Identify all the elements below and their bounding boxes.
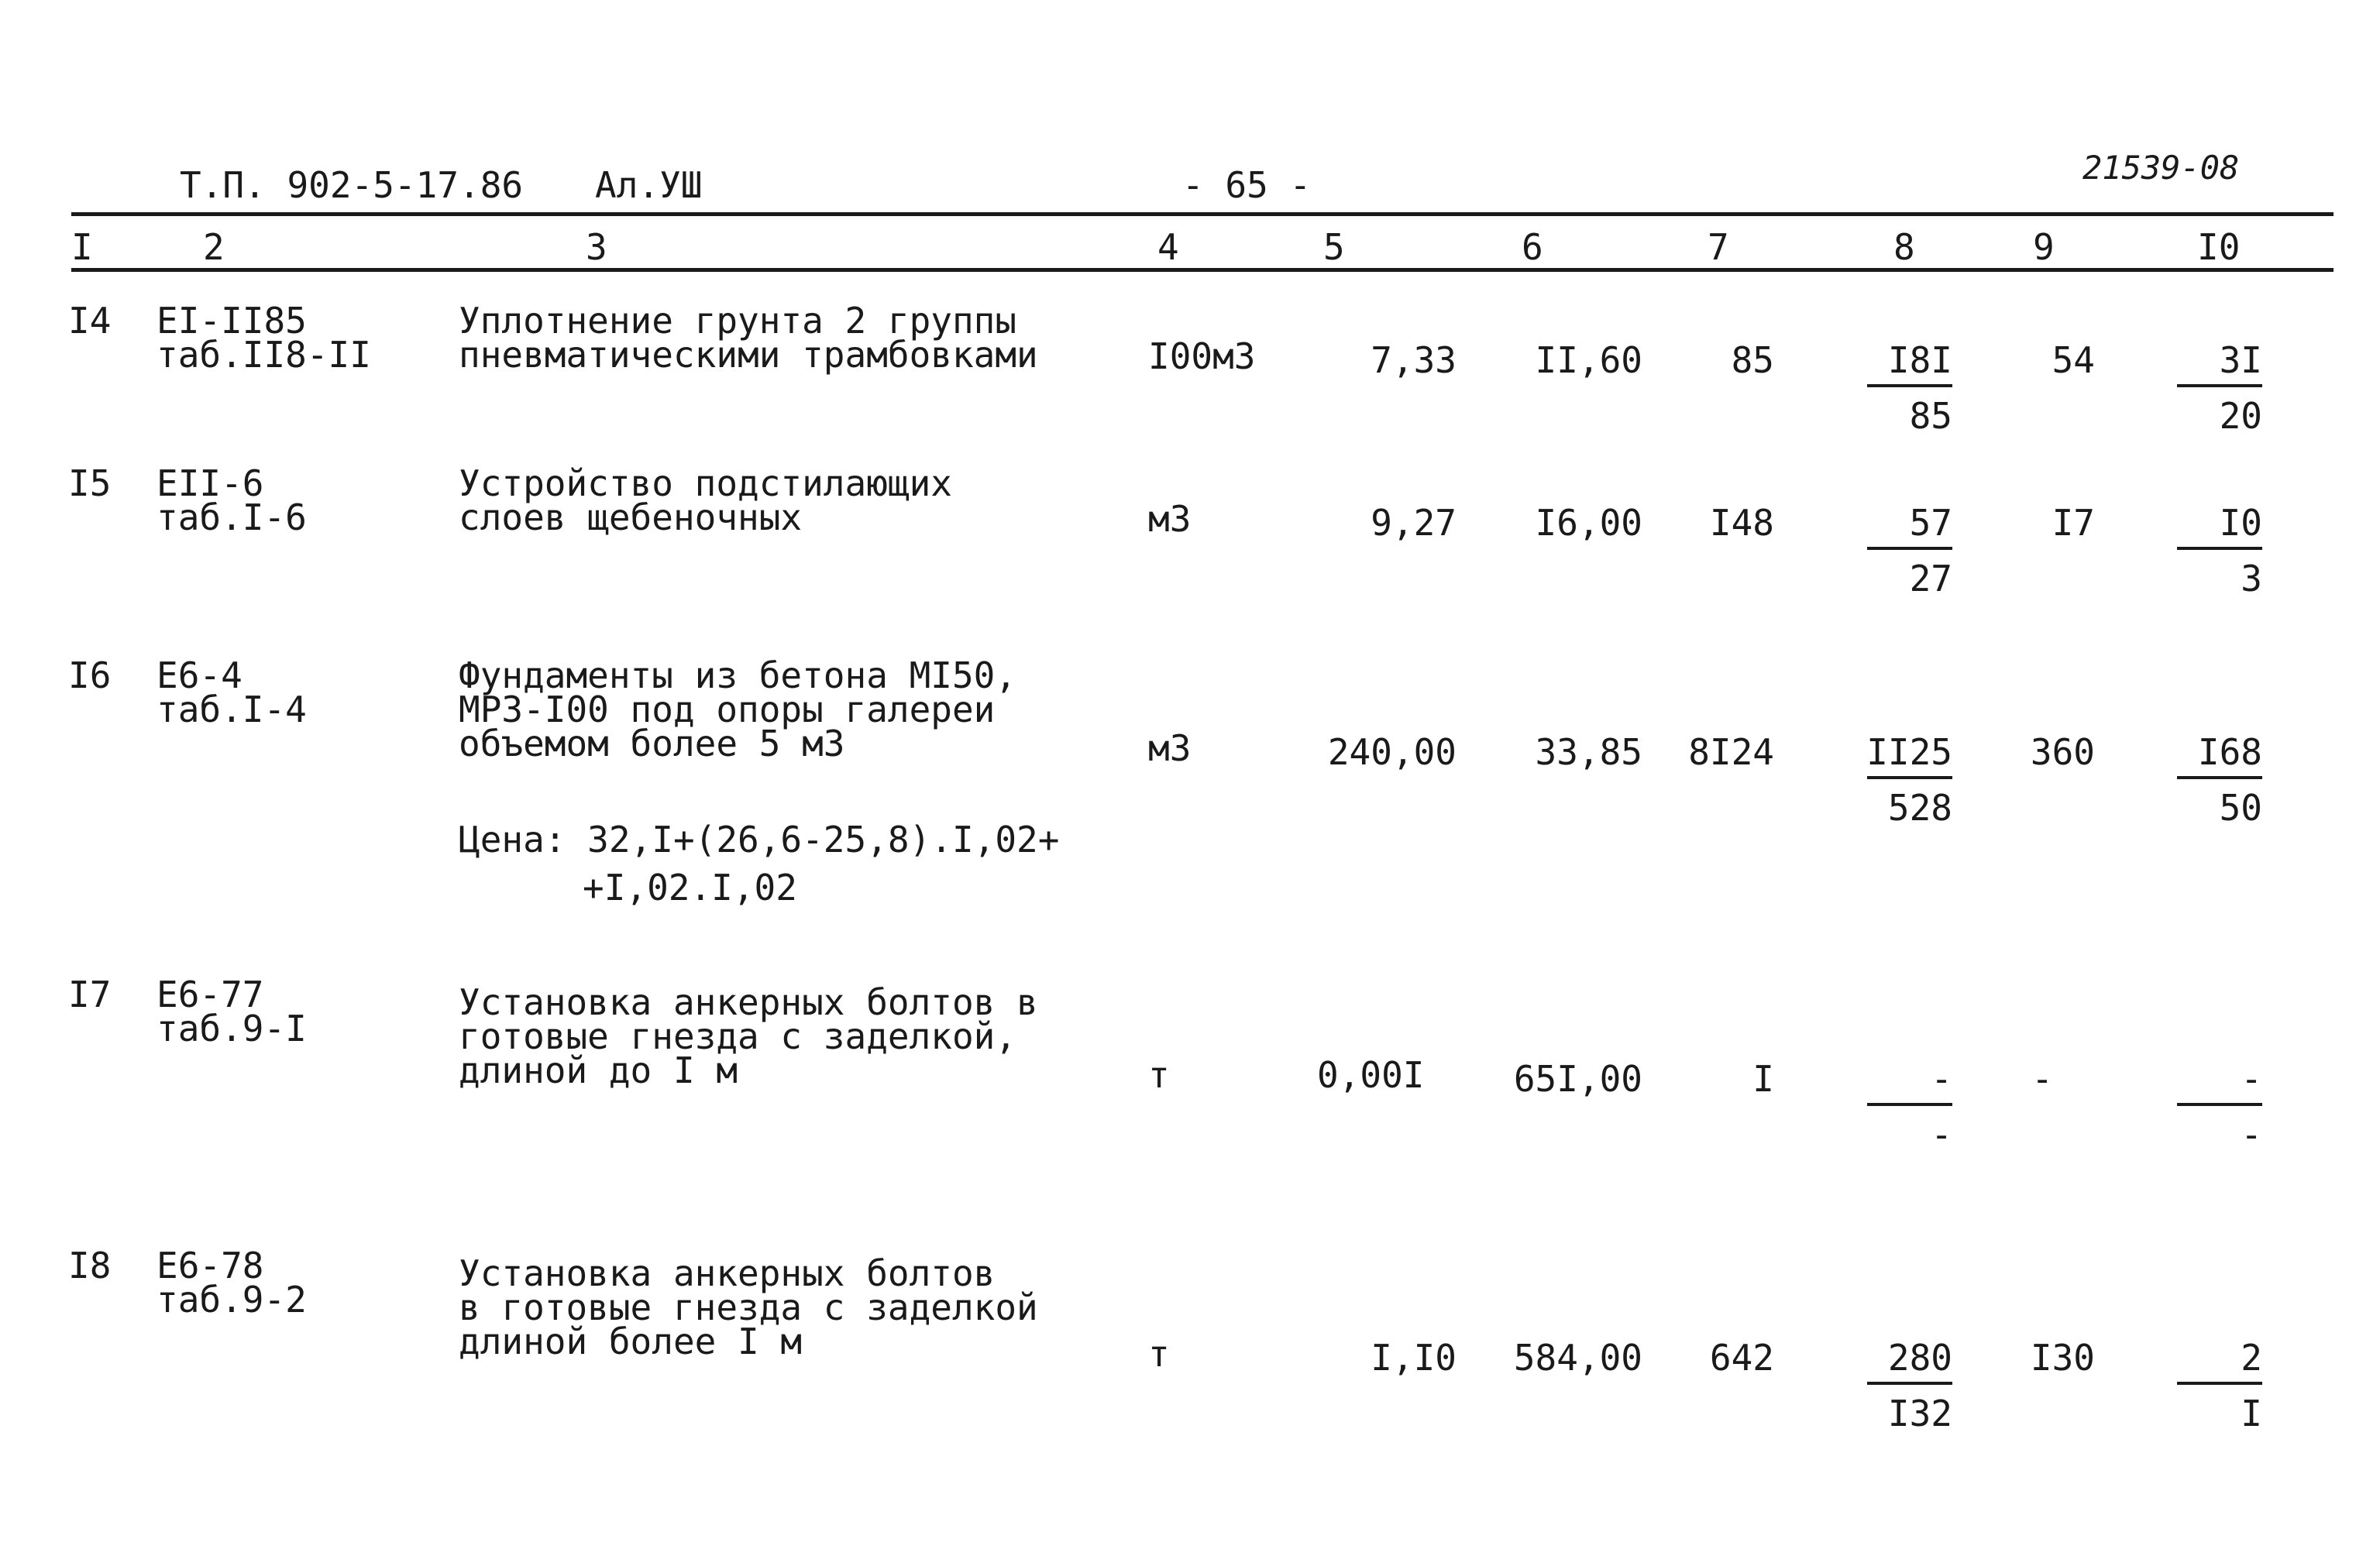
work-description: объемом более 5 м3 bbox=[459, 723, 845, 764]
norm-table: таб.I-6 bbox=[156, 496, 307, 538]
total-cost: 85 bbox=[1731, 339, 1774, 381]
col-header-6: 6 bbox=[1522, 226, 1543, 268]
col8-bottom: I32 bbox=[1887, 1393, 1952, 1434]
col10-top: 3I bbox=[2219, 339, 2262, 381]
col9-value: - bbox=[2031, 1058, 2053, 1100]
album-label: Ал.УШ bbox=[595, 164, 703, 206]
col8-top: 57 bbox=[1909, 502, 1952, 544]
work-description: слоев щебеночных bbox=[459, 496, 803, 538]
quantity: 0,00I bbox=[1317, 1054, 1425, 1096]
row-number: I7 bbox=[68, 974, 112, 1015]
col10-fraction bbox=[2154, 1337, 2262, 1434]
norm-code: E6-77 bbox=[156, 974, 264, 1015]
col9-value: 54 bbox=[2052, 339, 2095, 381]
quantity: I,I0 bbox=[1371, 1337, 1457, 1379]
col-header-9: 9 bbox=[2033, 226, 2055, 268]
col8-bottom: 528 bbox=[1887, 787, 1952, 829]
col10-top: 2 bbox=[2241, 1337, 2262, 1379]
col8-top: 280 bbox=[1887, 1337, 1952, 1379]
norm-code: E6-4 bbox=[156, 654, 242, 696]
quantity: 7,33 bbox=[1371, 339, 1457, 381]
document-reference: Т.П. 902-5-17.86 bbox=[180, 164, 524, 206]
col8-top: II25 bbox=[1866, 731, 1952, 773]
unit: м3 bbox=[1148, 498, 1192, 540]
col10-bottom: - bbox=[2241, 1114, 2262, 1156]
work-description: МРЗ-I00 под опоры галереи bbox=[459, 689, 996, 730]
col8-bottom: 85 bbox=[1909, 395, 1952, 437]
unit-price: 65I,00 bbox=[1513, 1058, 1642, 1100]
col10-top: - bbox=[2241, 1058, 2262, 1100]
total-cost: I48 bbox=[1709, 502, 1774, 544]
unit-price: 33,85 bbox=[1535, 731, 1642, 773]
work-description: пневматическими трамбовками bbox=[459, 334, 1038, 376]
unit: I00м3 bbox=[1148, 335, 1256, 377]
col10-bottom: 50 bbox=[2219, 787, 2262, 829]
total-cost: I bbox=[1752, 1058, 1774, 1100]
row-number: I4 bbox=[68, 300, 112, 342]
col-header-3: 3 bbox=[586, 226, 607, 268]
col10-bottom: 20 bbox=[2219, 395, 2262, 437]
unit: т bbox=[1148, 1054, 1170, 1096]
unit-price: 584,00 bbox=[1513, 1337, 1642, 1379]
norm-table: таб.II8-II bbox=[156, 334, 371, 376]
col-header-8: 8 bbox=[1893, 226, 1915, 268]
norm-code: EI-II85 bbox=[156, 300, 307, 342]
col8-top: - bbox=[1931, 1058, 1952, 1100]
col-header-1: I bbox=[71, 226, 93, 268]
norm-code: EII-6 bbox=[156, 462, 264, 504]
price-formula-cont: +I,02.I,02 bbox=[583, 867, 797, 909]
work-description: длиной до I м bbox=[459, 1049, 738, 1091]
page-number: - 65 - bbox=[1182, 164, 1312, 206]
col9-value: I30 bbox=[2030, 1337, 2095, 1379]
work-description: Уплотнение грунта 2 группы bbox=[459, 300, 1017, 342]
col10-bottom: 3 bbox=[2241, 558, 2262, 599]
total-cost: 8I24 bbox=[1688, 731, 1774, 773]
row-number: I8 bbox=[68, 1245, 112, 1286]
col-header-2: 2 bbox=[203, 226, 225, 268]
col10-fraction bbox=[2154, 1058, 2262, 1156]
col9-value: 360 bbox=[2030, 731, 2095, 773]
total-cost: 642 bbox=[1709, 1337, 1774, 1379]
quantity: 240,00 bbox=[1327, 731, 1457, 773]
col9-value: I7 bbox=[2052, 502, 2095, 544]
unit-price: II,60 bbox=[1535, 339, 1642, 381]
col-header-4: 4 bbox=[1157, 226, 1179, 268]
header-bottom-rule bbox=[71, 268, 2334, 272]
norm-code: E6-78 bbox=[156, 1245, 264, 1286]
archive-stamp: 21539-08 bbox=[2082, 149, 2240, 187]
col10-bottom: I bbox=[2241, 1393, 2262, 1434]
col8-bottom: - bbox=[1931, 1114, 1952, 1156]
unit: т bbox=[1148, 1333, 1170, 1375]
col-header-10: I0 bbox=[2197, 226, 2241, 268]
work-description: в готовые гнезда с заделкой bbox=[459, 1286, 1038, 1328]
norm-table: таб.I-4 bbox=[156, 689, 307, 730]
work-description: готовые гнезда с заделкой, bbox=[459, 1015, 1017, 1057]
work-description: Фундаменты из бетона МI50, bbox=[459, 654, 1017, 696]
norm-table: таб.9-I bbox=[156, 1008, 307, 1049]
col8-bottom: 27 bbox=[1909, 558, 1952, 599]
col-header-5: 5 bbox=[1323, 226, 1345, 268]
col-header-7: 7 bbox=[1708, 226, 1729, 268]
work-description: Установка анкерных болтов bbox=[459, 1252, 996, 1294]
col8-top: I8I bbox=[1887, 339, 1952, 381]
col10-fraction bbox=[2154, 731, 2262, 829]
col10-top: I68 bbox=[2197, 731, 2262, 773]
header-top-rule bbox=[71, 212, 2334, 216]
work-description: Устройство подстилающих bbox=[459, 462, 952, 504]
col10-fraction bbox=[2154, 339, 2262, 437]
norm-table: таб.9-2 bbox=[156, 1279, 307, 1321]
row-number: I5 bbox=[68, 462, 112, 504]
quantity: 9,27 bbox=[1371, 502, 1457, 544]
row-number: I6 bbox=[68, 654, 112, 696]
col10-top: I0 bbox=[2219, 502, 2262, 544]
work-description: Установка анкерных болтов в bbox=[459, 981, 1038, 1023]
price-formula: Цена: 32,I+(26,6-25,8).I,02+ bbox=[459, 819, 1060, 860]
unit-price: I6,00 bbox=[1535, 502, 1642, 544]
col10-fraction bbox=[2154, 502, 2262, 599]
work-description: длиной более I м bbox=[459, 1321, 803, 1362]
unit: м3 bbox=[1148, 727, 1192, 769]
